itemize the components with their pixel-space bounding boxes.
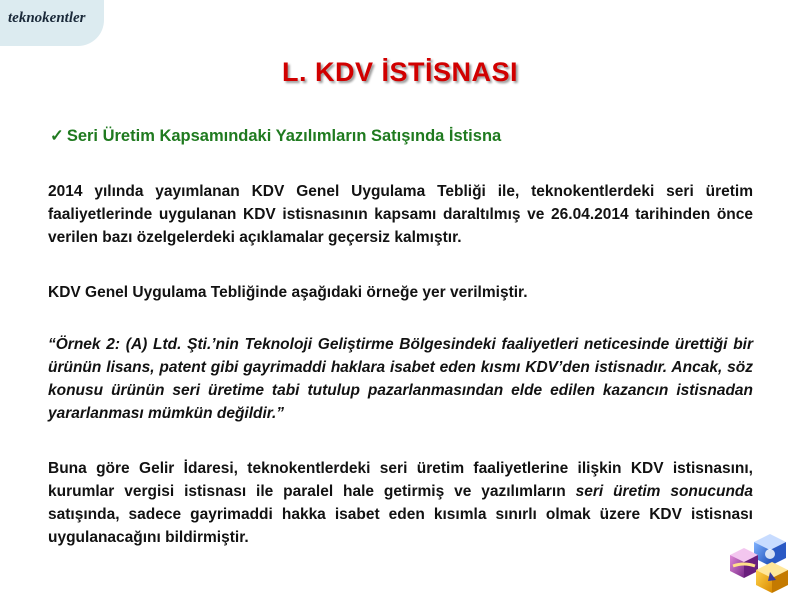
example-quote: “Örnek 2: (A) Ltd. Şti.’nin Teknoloji Geliştirme Bölgesindeki faaliyetleri neticesinde ürettiği bir ürünün lisans, patent gibi gayrimaddi haklara isabet eden kısmı KDV’den istisnadır. Ancak, söz konusu ürünün seri üretime tabi tutulup pazarlanmasından elde edilen kazancın istisnadan yararlanması mümkün değildir.”	[48, 336, 753, 422]
subheading	[50, 126, 501, 146]
paragraph-4-emphasis: seri üretim sonucunda	[575, 483, 754, 500]
page-title: L. KDV İSTİSNASI	[281, 57, 519, 87]
cube-left	[730, 548, 758, 578]
subheading-text: Seri Üretim Kapsamındaki Yazılımların Satışında İstisna	[66, 127, 502, 145]
paragraph-4-part-1: Buna göre Gelir İdaresi, teknokentlerdeki seri üretim faaliyetlerine ilişkin KDV istisnasını, kurumlar vergisi istisnası ile paralel hale getirmiş ve yazılımların	[48, 460, 753, 500]
paragraph-1: 2014 yılında yayımlanan KDV Genel Uygulama Tebliği ile, teknokentlerdeki seri üretim faaliyetlerinde uygulanan KDV istisnasının kapsamı daraltılmış ve 26.04.2014 tarihinden önce verilen bazı özelgelerdeki açıklamalar geçersiz kalmıştır.	[48, 183, 753, 246]
paragraph-4	[48, 457, 753, 549]
checkmark-icon: ✓	[50, 127, 64, 145]
paragraph-2: KDV Genel Uygulama Tebliğinde aşağıdaki örneğe yer verilmiştir.	[48, 284, 528, 301]
logo-tab	[0, 0, 104, 46]
logo-text: teknokentler	[8, 10, 86, 26]
cube-bottom	[756, 562, 788, 593]
paragraph-4-part-2: satışında, sadece gayrimaddi hakka isabet eden kısımla sınırlı olmak üzere KDV istisnası uygulanacağını bildirmiştir.	[48, 506, 753, 546]
cube-top	[754, 534, 786, 566]
decorative-cubes-icon	[726, 532, 796, 594]
